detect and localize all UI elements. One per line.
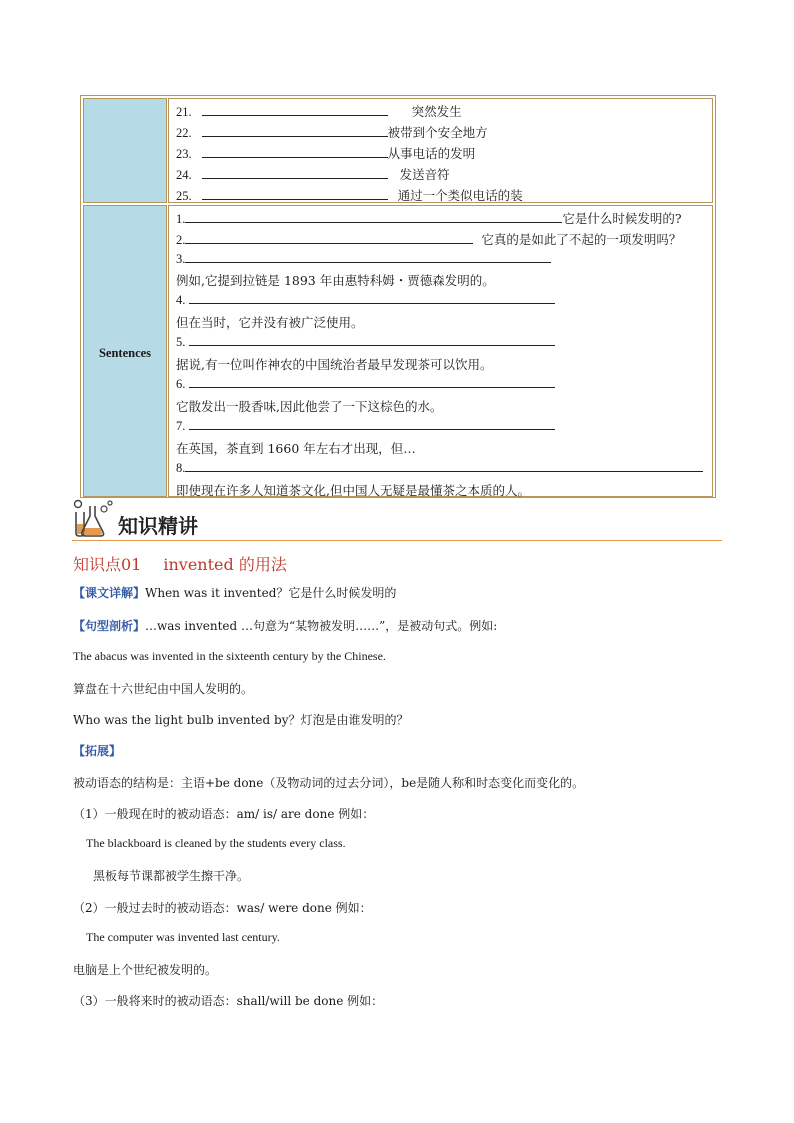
past-example-cn: 电脑是上个世纪被发明的。 xyxy=(73,963,218,977)
answer-blank[interactable] xyxy=(202,146,388,158)
answer-blank[interactable] xyxy=(185,232,473,244)
answer-blank[interactable] xyxy=(189,418,555,430)
juxing-line: 【句型剖析】…was invented …句意为“某物被发明……”，是被动句式。例如: xyxy=(73,619,498,633)
sentences-cell xyxy=(168,205,713,497)
answer-blank[interactable] xyxy=(202,104,388,116)
present-example-en: The blackboard is cleaned by the students every class. xyxy=(86,836,346,850)
answer-blank[interactable] xyxy=(185,211,562,223)
phrases-label-cell xyxy=(83,98,167,203)
answer-blank[interactable] xyxy=(202,188,388,200)
sentences-label: Sentences xyxy=(98,346,152,360)
sentence-4-cn: 但在当时，它并没有被广泛使用。 xyxy=(176,315,364,330)
present-passive: （1）一般现在时的被动语态：am/ is/ are done 例如： xyxy=(73,807,375,821)
sentence-4: 4. xyxy=(176,292,555,308)
sentence-6-cn: 它散发出一股香味,因此他尝了一下这棕色的水。 xyxy=(176,399,443,414)
sentence-3-cn: 例如,它提到拉链是 1893 年由惠特科姆・贾德森发明的。 xyxy=(176,273,495,288)
answer-blank[interactable] xyxy=(202,167,388,179)
answer-blank[interactable] xyxy=(189,292,555,304)
section-header xyxy=(72,498,722,541)
future-passive: （3）一般将来时的被动语态：shall/will be done 例如： xyxy=(73,994,384,1008)
answer-blank[interactable] xyxy=(185,251,551,263)
answer-blank[interactable] xyxy=(185,460,703,472)
example-2: Who was the light bulb invented by？灯泡是由谁发明的？ xyxy=(73,713,409,727)
sentence-6: 6. xyxy=(176,376,555,392)
sentence-3: 3. xyxy=(176,251,551,267)
sentence-1: 1. 它是什么时候发明的? xyxy=(176,211,682,226)
past-example-en: The computer was invented last century. xyxy=(86,930,280,944)
sentence-2: 2. 它真的是如此了不起的一项发明吗？ xyxy=(176,232,682,247)
lab-flask-icon xyxy=(72,498,116,538)
sentence-7-cn: 在英国，茶直到 1660 年左右才出现，但… xyxy=(176,441,416,456)
present-example-cn: 黑板每节课都被学生擦干净。 xyxy=(93,869,250,883)
kewen-line: 【课文详解】When was it invented？它是什么时候发明的 xyxy=(73,586,397,600)
answer-blank[interactable] xyxy=(189,376,555,388)
sentence-7: 7. xyxy=(176,418,555,434)
sentence-5: 5. xyxy=(176,334,555,350)
section-title: 知识精讲 xyxy=(118,514,198,538)
sentence-8-cn: 即使现在许多人知道茶文化,但中国人无疑是最懂茶之本质的人。 xyxy=(176,483,530,498)
review-table xyxy=(80,95,716,498)
answer-blank[interactable] xyxy=(189,334,555,346)
phrase-item: 24. 发送音符 xyxy=(176,167,450,182)
example-1-cn: 算盘在十六世纪由中国人发明的。 xyxy=(73,682,254,696)
phrase-item: 23. 从事电话的发明 xyxy=(176,146,476,161)
past-passive: （2）一般过去时的被动语态：was/ were done 例如： xyxy=(73,901,372,915)
knowledge-point-title: 知识点01 invented 的用法 xyxy=(73,555,287,574)
sentence-8: 8. xyxy=(176,460,703,476)
sentences-label-cell xyxy=(83,205,167,497)
phrase-item: 22. 被带到个安全地方 xyxy=(176,125,488,140)
structure-line: 被动语态的结构是：主语+be done（及物动词的过去分词），be是随人称和时态变化而变化的。 xyxy=(73,776,585,790)
phrase-item: 21. 突然发生 xyxy=(176,104,462,119)
answer-blank[interactable] xyxy=(202,125,388,137)
tuozhan-label: 【拓展】 xyxy=(73,744,122,758)
example-1-en: The abacus was invented in the sixteenth century by the Chinese. xyxy=(73,649,386,663)
phrase-item: 25. 通过一个类似电话的装 xyxy=(176,188,523,203)
sentence-5-cn: 据说,有一位叫作神农的中国统治者最早发现茶可以饮用。 xyxy=(176,357,493,372)
phrases-cell xyxy=(168,98,713,203)
